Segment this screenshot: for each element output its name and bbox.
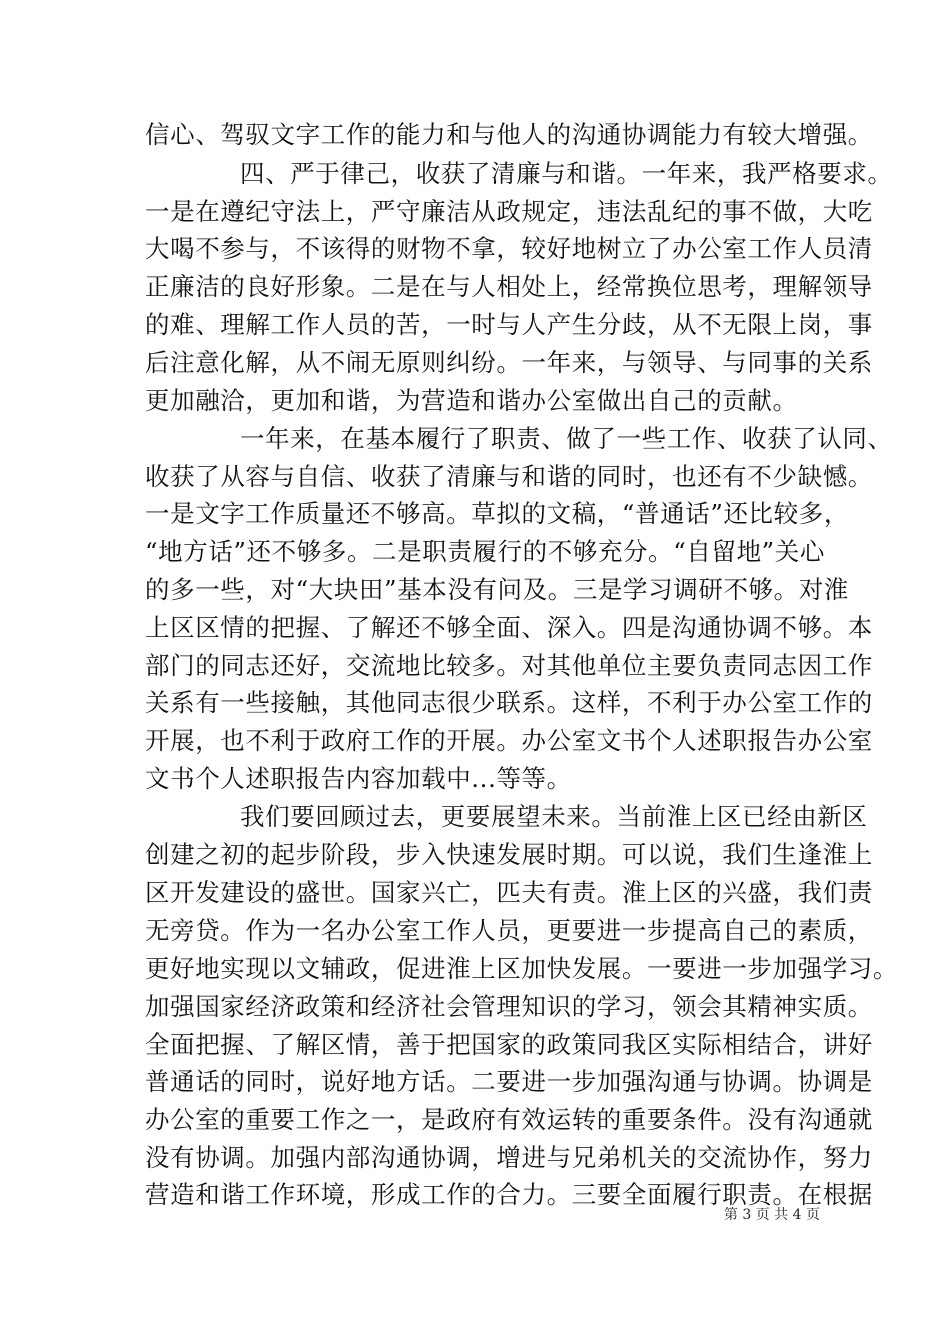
text-line: 正廉洁的良好形象。二是在与人相处上，经常换位思考，理解领导 — [145, 272, 873, 301]
text-line: 营造和谐工作环境，形成工作的合力。三要全面履行职责。在根据 — [145, 1180, 873, 1209]
text-line: 的多一些，对“大块田”基本没有问及。三是学习调研不够。对淮 — [145, 575, 849, 604]
paragraph-start-line: 四、严于律己，收获了清廉与和谐。一年来，我严格要求。 — [240, 159, 893, 188]
text-line: 区开发建设的盛世。国家兴亡，匹夫有责。淮上区的兴盛，我们责 — [145, 878, 873, 907]
text-line: 更加融洽，更加和谐，为营造和谐办公室做出自己的贡献。 — [145, 386, 798, 415]
text-line: 文书个人述职报告内容加载中...等等。 — [145, 764, 572, 793]
text-line: 信心、驾驭文字工作的能力和与他人的沟通协调能力有较大增强。 — [145, 120, 873, 149]
text-line: 收获了从容与自信、收获了清廉与和谐的同时，也还有不少缺憾。 — [145, 462, 873, 491]
text-line: “地方话”还不够多。二是职责履行的不够充分。“自留地”关心 — [145, 537, 825, 566]
text-line: 上区区情的把握、了解还不够全面、深入。四是沟通协调不够。本 — [145, 613, 873, 642]
text-line: 普通话的同时，说好地方话。二要进一步加强沟通与协调。协调是 — [145, 1067, 873, 1096]
text-line: 关系有一些接触，其他同志很少联系。这样，不利于办公室工作的 — [145, 688, 873, 717]
paragraph-start-line: 我们要回顾过去，更要展望未来。当前淮上区已经由新区 — [240, 802, 868, 831]
text-line: 后注意化解，从不闹无原则纠纷。一年来，与领导、与同事的关系 — [145, 348, 873, 377]
text-line: 一是文字工作质量还不够高。草拟的文稿，“普通话”还比较多， — [145, 499, 849, 528]
text-line: 加强国家经济政策和经济社会管理知识的学习，领会其精神实质。 — [145, 992, 873, 1021]
text-line: 创建之初的起步阶段，步入快速发展时期。可以说，我们生逢淮上 — [145, 840, 873, 869]
text-line: 部门的同志还好，交流地比较多。对其他单位主要负责同志因工作 — [145, 651, 873, 680]
text-line: 开展，也不利于政府工作的开展。办公室文书个人述职报告办公室 — [145, 726, 873, 755]
text-line: 一是在遵纪守法上，严守廉洁从政规定，违法乱纪的事不做，大吃 — [145, 197, 873, 226]
text-line: 大喝不参与，不该得的财物不拿，较好地树立了办公室工作人员清 — [145, 234, 873, 263]
text-line: 更好地实现以文辅政，促进淮上区加快发展。一要进一步加强学习。 — [145, 954, 898, 983]
text-line: 办公室的重要工作之一，是政府有效运转的重要条件。没有沟通就 — [145, 1105, 873, 1134]
text-line: 的难、理解工作人员的苦，一时与人产生分歧，从不无限上岗，事 — [145, 310, 873, 339]
paragraph-start-line: 一年来，在基本履行了职责、做了一些工作、收获了认同、 — [240, 424, 893, 453]
page-number-footer: 第 3 页 共 4 页 — [723, 1207, 820, 1223]
text-line: 无旁贷。作为一名办公室工作人员，更要进一步提高自己的素质， — [145, 916, 873, 945]
text-line: 没有协调。加强内部沟通协调，增进与兄弟机关的交流协作，努力 — [145, 1143, 873, 1172]
text-line: 全面把握、了解区情，善于把国家的政策同我区实际相结合，讲好 — [145, 1030, 873, 1059]
